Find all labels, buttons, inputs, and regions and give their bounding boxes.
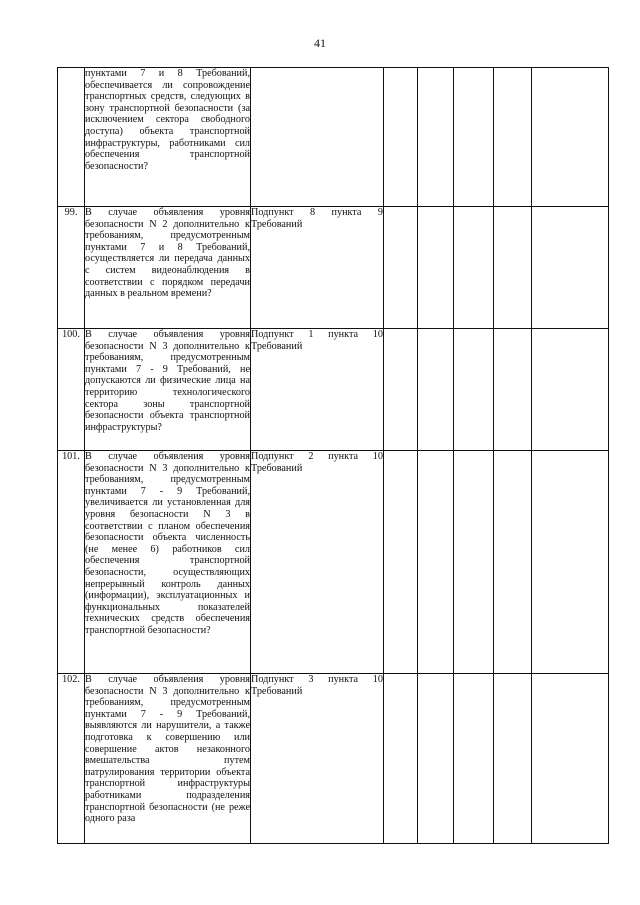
reference-line <box>251 329 383 341</box>
row-number: 101. <box>58 451 85 674</box>
reference-line <box>251 451 383 463</box>
notes-cell[interactable] <box>532 674 609 844</box>
reference-subitem-number: 3 <box>308 674 314 685</box>
question-cell <box>85 207 251 329</box>
answer-cell-extra[interactable] <box>494 329 532 451</box>
question-text: В случае объявления уровня безопасности N 3 дополнительно к требованиям, предусмотренным пунктами 7 - 9 Требований, увеличивается ли установленная для уровня безопасности N 3 в соответствии с планом обеспечения безопасности объекта численность (не менее 6) работников сил обеспечения транспортной безопасности, осуществляющих непрерывный контроль данных (информации), эксплуатационных и функциональных показателей технических средств обеспечения транспортной безопасности? <box>85 451 250 636</box>
reference-cell <box>251 329 384 451</box>
answer-cell-yes[interactable] <box>384 451 418 674</box>
reference-cell <box>251 451 384 674</box>
reference-word-item: пункта <box>331 207 362 218</box>
answer-cell-na[interactable] <box>454 451 494 674</box>
reference-word-subitem: Подпункт <box>251 451 294 462</box>
page-number: 41 <box>314 36 326 50</box>
row-number: 100. <box>58 329 85 451</box>
answer-cell-na[interactable] <box>454 674 494 844</box>
reference-subitem-number: 8 <box>310 207 316 218</box>
table-row <box>58 68 609 207</box>
reference-item-number: 10 <box>372 674 383 685</box>
question-text: В случае объявления уровня безопасности N 3 дополнительно к требованиям, предусмотренным пунктами 7 - 9 Требований, выявляются ли нарушители, а также подготовка к совершению или совершение актов незаконного вмешательства путем патрулирования территории объекта транспортной инфраструктуры работниками подразделения транспортной безопасности (не реже одного раза <box>85 674 250 825</box>
question-cell <box>85 451 251 674</box>
answer-cell-na[interactable] <box>454 68 494 207</box>
answer-cell-no[interactable] <box>418 674 454 844</box>
checklist-table <box>57 67 609 844</box>
reference-word-item: пункта <box>328 451 359 462</box>
answer-cell-extra[interactable] <box>494 451 532 674</box>
reference-word-subitem: Подпункт <box>251 207 294 218</box>
reference-cell <box>251 68 384 207</box>
answer-cell-na[interactable] <box>454 329 494 451</box>
row-number: 99. <box>58 207 85 329</box>
question-cell <box>85 68 251 207</box>
question-cell <box>85 674 251 844</box>
answer-cell-no[interactable] <box>418 207 454 329</box>
question-text: В случае объявления уровня безопасности N 2 дополнительно к требованиям, предусмотренным пунктами 7 и 8 Требований, осуществляется ли передача данных с систем видеонаблюдения в соответствии с порядком передачи данных в реальном времени? <box>85 207 250 300</box>
reference-subitem-number: 2 <box>308 451 314 462</box>
notes-cell[interactable] <box>532 68 609 207</box>
notes-cell[interactable] <box>532 329 609 451</box>
table-row <box>58 451 609 674</box>
answer-cell-yes[interactable] <box>384 329 418 451</box>
question-text: пунктами 7 и 8 Требований, обеспечивается ли сопровождение транспортных средств, следующих в зону транспортной безопасности (за исключением сектора свободного доступа) объекта транспортной инфраструктуры, работниками сил обеспечения транспортной безопасности? <box>85 68 250 172</box>
answer-cell-extra[interactable] <box>494 207 532 329</box>
answer-cell-yes[interactable] <box>384 68 418 207</box>
row-number <box>58 68 85 207</box>
reference-subitem-number: 1 <box>308 329 314 340</box>
answer-cell-extra[interactable] <box>494 674 532 844</box>
notes-cell[interactable] <box>532 451 609 674</box>
notes-cell[interactable] <box>532 207 609 329</box>
reference-cell <box>251 207 384 329</box>
reference-line <box>251 207 383 219</box>
answer-cell-extra[interactable] <box>494 68 532 207</box>
reference-line <box>251 674 383 686</box>
answer-cell-yes[interactable] <box>384 674 418 844</box>
reference-item-number: 10 <box>372 451 383 462</box>
table-row <box>58 329 609 451</box>
row-number: 102. <box>58 674 85 844</box>
reference-word-subitem: Подпункт <box>251 329 294 340</box>
answer-cell-na[interactable] <box>454 207 494 329</box>
reference-document: Требований <box>251 685 303 697</box>
answer-cell-no[interactable] <box>418 329 454 451</box>
answer-cell-no[interactable] <box>418 451 454 674</box>
reference-document: Требований <box>251 462 303 474</box>
reference-item-number: 9 <box>377 207 383 218</box>
answer-cell-yes[interactable] <box>384 207 418 329</box>
question-text: В случае объявления уровня безопасности N 3 дополнительно к требованиям, предусмотренным пунктами 7 - 9 Требований, не допускаются ли физические лица на территорию технологического сектора зоны транспортной безопасности объекта транспортной инфраструктуры? <box>85 329 250 433</box>
reference-document: Требований <box>251 340 303 352</box>
question-cell <box>85 329 251 451</box>
reference-item-number: 10 <box>372 329 383 340</box>
answer-cell-no[interactable] <box>418 68 454 207</box>
table-row <box>58 207 609 329</box>
reference-cell <box>251 674 384 844</box>
reference-document: Требований <box>251 218 303 230</box>
reference-word-subitem: Подпункт <box>251 674 294 685</box>
table-row <box>58 674 609 844</box>
reference-word-item: пункта <box>328 674 359 685</box>
reference-word-item: пункта <box>328 329 359 340</box>
